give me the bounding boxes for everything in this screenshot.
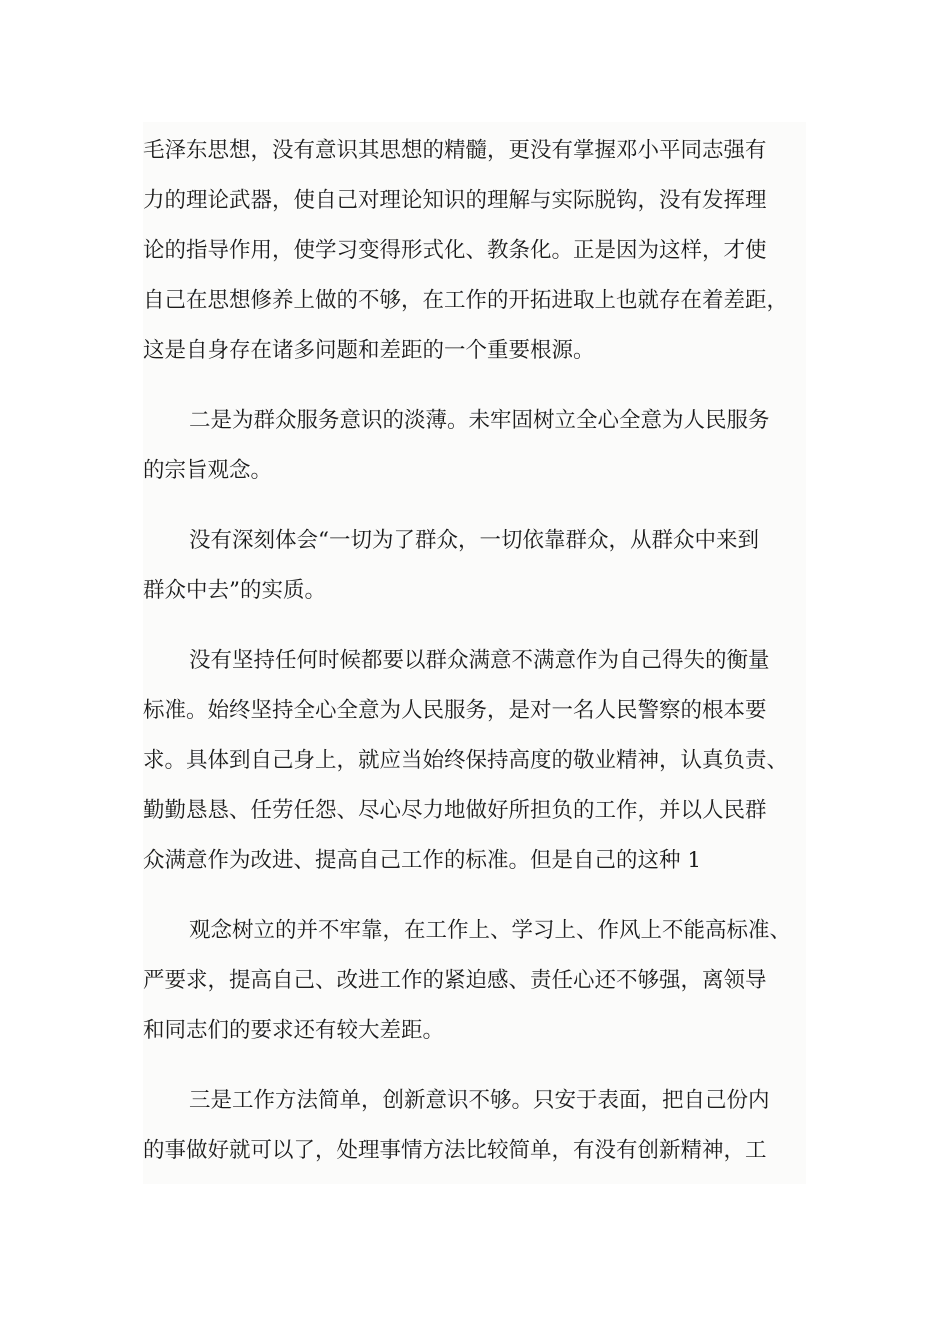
text-line: 严要求，提高自己、改进工作的紧迫感、责任心还不够强，离领导 bbox=[143, 968, 767, 993]
text-line: 求。具体到自己身上，就应当始终保持高度的敬业精神，认真负责、 bbox=[143, 748, 789, 773]
text-line: 的宗旨观念。 bbox=[143, 458, 273, 483]
text-line: 标准。始终坚持全心全意为人民服务，是对一名人民警察的根本要 bbox=[143, 698, 767, 723]
text-line: 论的指导作用，使学习变得形式化、教条化。正是因为这样，才使 bbox=[143, 238, 767, 263]
text-line: 没有坚持任何时候都要以群众满意不满意作为自己得失的衡量 bbox=[189, 648, 770, 673]
text-line: 的事做好就可以了，处理事情方法比较简单，有没有创新精神，工 bbox=[143, 1138, 767, 1163]
document-body bbox=[143, 122, 806, 1184]
text-line: 三是工作方法简单，创新意识不够。只安于表面，把自己份内 bbox=[189, 1088, 770, 1113]
text-line: 群众中去”的实质。 bbox=[143, 578, 326, 603]
text-line: 众满意作为改进、提高自己工作的标准。但是自己的这种 1 bbox=[143, 848, 702, 873]
text-line: 和同志们的要求还有较大差距。 bbox=[143, 1018, 445, 1043]
text-line: 力的理论武器，使自己对理论知识的理解与实际脱钩，没有发挥理 bbox=[143, 188, 767, 213]
text-line: 观念树立的并不牢靠，在工作上、学习上、作风上不能高标准、 bbox=[189, 918, 792, 943]
text-line: 勤勤恳恳、任劳任怨、尽心尽力地做好所担负的工作，并以人民群 bbox=[143, 798, 767, 823]
paragraph-3 bbox=[143, 516, 806, 616]
paragraph-2 bbox=[143, 396, 806, 496]
paragraph-6 bbox=[143, 1076, 806, 1176]
text-line: 二是为群众服务意识的淡薄。未牢固树立全心全意为人民服务 bbox=[189, 408, 770, 433]
text-line: 毛泽东思想，没有意识其思想的精髓，更没有掌握邓小平同志强有 bbox=[143, 138, 767, 163]
text-line: 这是自身存在诸多问题和差距的一个重要根源。 bbox=[143, 338, 595, 363]
text-line: 自己在思想修养上做的不够，在工作的开拓进取上也就存在着差距， bbox=[143, 288, 789, 313]
text-line: 没有深刻体会“一切为了群众，一切依靠群众，从群众中来到 bbox=[189, 528, 759, 553]
paragraph-5 bbox=[143, 906, 806, 1056]
paragraph-4 bbox=[143, 636, 806, 886]
paragraph-1 bbox=[143, 126, 806, 376]
